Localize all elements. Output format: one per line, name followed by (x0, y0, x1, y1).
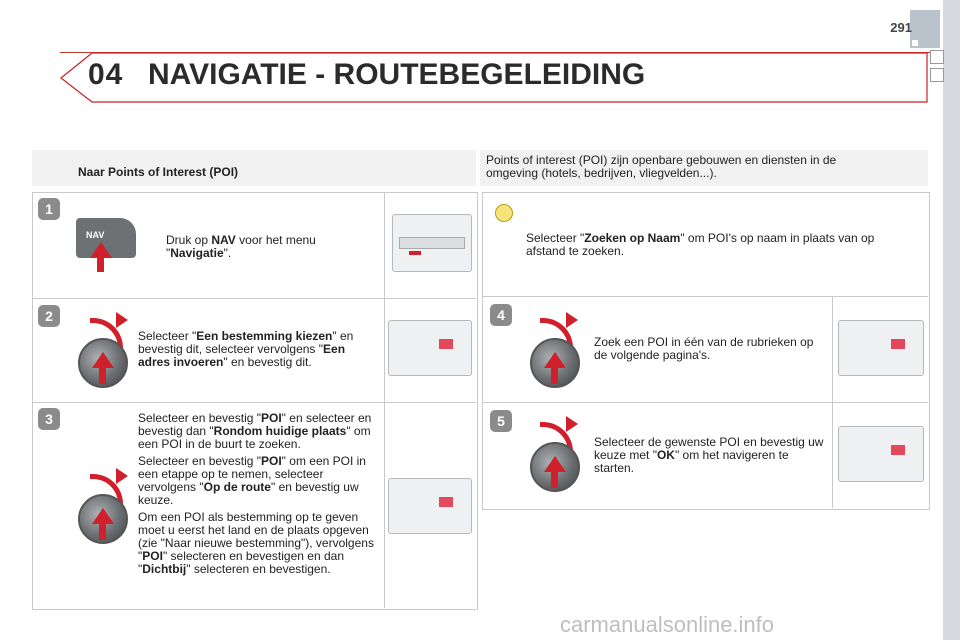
page-edge-strip (943, 0, 960, 640)
divider (483, 296, 928, 297)
section-title: Naar Points of Interest (POI) (78, 165, 239, 179)
intro-text: Points of interest (POI) zijn openbare gebouwen en diensten in de omgeving (hotels, bedrijven, vliegvelden...). (486, 153, 837, 180)
radio-panel-image (392, 214, 472, 272)
step-5-text: Selecteer de gewenste POI en bevestig uw keuze met "OK" om het navigeren te starten. (594, 435, 824, 475)
radio-panel-image (388, 478, 472, 534)
corner-marker (912, 40, 918, 46)
step-1-badge: 1 (38, 198, 60, 220)
rotate-arrow-head (566, 416, 578, 432)
radio-panel-image (388, 320, 472, 376)
up-arrow-icon (92, 508, 114, 524)
rotate-arrow-head (566, 312, 578, 328)
up-arrow-icon (544, 456, 566, 472)
rotate-arrow-head (116, 312, 128, 328)
divider (33, 402, 476, 403)
step-4-badge: 4 (490, 304, 512, 326)
radio-panel-image (838, 426, 924, 482)
divider (483, 402, 928, 403)
step-2-text: Selecteer "Een bestemming kiezen" en bevestig dit, selecteer vervolgens "Een adres invoeren" en bevestig dit. (138, 329, 354, 369)
arrow-stem (99, 522, 106, 540)
step-1-text: Druk op NAV voor het menu "Navigatie". (166, 233, 316, 260)
radio-panel-image (838, 320, 924, 376)
page-title: NAVIGATIE - ROUTEBEGELEIDING (148, 58, 646, 91)
divider (33, 298, 476, 299)
tip-text: Selecteer "Zoeken op Naam" om POI's op naam in plaats van op afstand te zoeken. (526, 231, 875, 258)
step-3-badge: 3 (38, 408, 60, 430)
up-arrow-icon (544, 352, 566, 368)
step-2-badge: 2 (38, 305, 60, 327)
rotate-arrow-head (116, 468, 128, 484)
up-arrow-icon (92, 352, 114, 368)
lightbulb-icon (495, 204, 513, 222)
chapter-number: 04 (88, 58, 124, 91)
arrow-stem (99, 366, 106, 384)
arrow-stem (551, 366, 558, 384)
arrow-stem (97, 256, 104, 272)
nav-key-label: NAV (86, 230, 105, 240)
step-5-badge: 5 (490, 410, 512, 432)
watermark: carmanualsonline.info (560, 612, 775, 637)
divider (832, 297, 833, 508)
arrow-stem (551, 470, 558, 488)
step-4-text: Zoek een POI in één van de rubrieken op de volgende pagina's. (594, 335, 814, 362)
divider (384, 192, 385, 608)
page-number: 291 (890, 20, 912, 35)
up-arrow-icon (90, 242, 112, 258)
step-3-text: Selecteer en bevestig "POI" en selecteer en bevestig dan "Rondom huidige plaats" om een POI in de buurt te zoeken. Selecteer en bevestig "POI" om een POI in een etappe op te nemen, selecteer vervolgens "Op de route" en bevestig uw keuze. Om een POI als bestemming op te geven moet u eerst het land en de plaats opgeven (zie "Naar nieuwe bestemming"), vervolgens "POI" selecteren en bevestigen en dan "Dichtbij" selecteren en bevestigen. (138, 411, 374, 576)
